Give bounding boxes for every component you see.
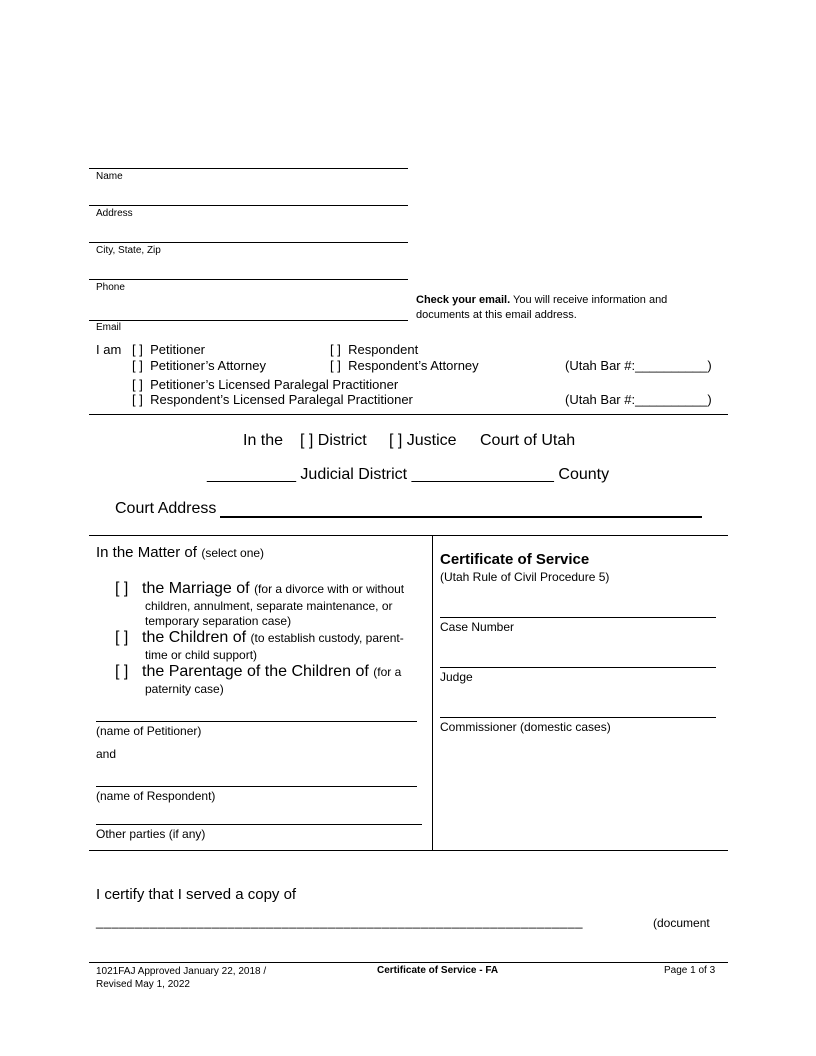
petitioner-name-line[interactable] [96, 721, 417, 722]
checkbox-bracket: [ ] [132, 377, 143, 392]
petitioner-attorney-checkbox[interactable] [132, 358, 266, 373]
petitioner-attorney-label: Petitioner’s Attorney [150, 358, 266, 373]
caption-divider [432, 535, 433, 850]
marriage-note-line3: temporary separation case) [145, 614, 292, 628]
other-parties-label: Other parties (if any) [96, 827, 206, 841]
judicial-district-line[interactable]: __________ Judicial District ________________ County [207, 466, 610, 483]
marriage-title: the Marriage of [142, 580, 250, 597]
email-line[interactable] [89, 320, 408, 321]
children-note-line2: time or child support) [145, 648, 258, 662]
phone-line[interactable] [89, 279, 408, 280]
footer-divider [89, 962, 728, 963]
checkbox-bracket: [ ] [330, 342, 341, 357]
certificate-rule: (Utah Rule of Civil Procedure 5) [440, 570, 610, 584]
case-number-label: Case Number [440, 620, 515, 634]
marriage-option [142, 580, 404, 598]
petitioner-label: Petitioner [150, 342, 205, 357]
respondent-checkbox[interactable] [330, 342, 418, 357]
other-parties-line[interactable] [96, 824, 422, 825]
judge-label: Judge [440, 670, 473, 684]
matter-heading-title: In the Matter of [96, 544, 197, 561]
address-label: Address [96, 208, 133, 219]
children-title: the Children of [142, 629, 247, 646]
children-note: (to establish custody, parent- [250, 631, 404, 645]
address-line[interactable] [89, 205, 408, 206]
caption-top-border [89, 535, 728, 536]
marriage-checkbox[interactable]: [ ] [115, 580, 129, 597]
certificate-title: Certificate of Service [440, 551, 590, 568]
caption-bottom-border [89, 850, 728, 851]
footer-revised: Revised May 1, 2022 [96, 979, 190, 990]
and-label: and [96, 747, 117, 761]
petitioner-lpp-label: Petitioner’s Licensed Paralegal Practitioner [150, 377, 399, 392]
footer-page-number: Page 1 of 3 [664, 965, 716, 976]
footer-approved: 1021FAJ Approved January 22, 2018 / [96, 966, 267, 977]
court-address-label: Court Address [115, 500, 217, 517]
parentage-note: (for a [373, 665, 402, 679]
in-the-label: In the [243, 432, 284, 449]
checkbox-bracket: [ ] [132, 392, 143, 407]
judge-line[interactable] [440, 667, 716, 668]
email-note-bold: Check your email. [416, 294, 511, 306]
email-note-text: You will receive information and [510, 294, 668, 306]
parentage-checkbox[interactable]: [ ] [115, 663, 129, 680]
email-label: Email [96, 322, 122, 333]
marriage-note-line2: children, annulment, separate maintenance, or [145, 599, 393, 613]
matter-heading [96, 544, 264, 562]
parentage-option [142, 663, 401, 681]
parentage-title: the Parentage of the Children of [142, 663, 369, 680]
case-number-line[interactable] [440, 617, 716, 618]
document-name-line[interactable]: _______________________________________________________________ [96, 914, 583, 929]
petitioner-name-label: (name of Petitioner) [96, 724, 202, 738]
city-state-zip-line[interactable] [89, 242, 408, 243]
parentage-note-line2: paternity case) [145, 682, 224, 696]
respondent-lpp-checkbox[interactable] [132, 392, 413, 407]
name-label: Name [96, 171, 123, 182]
checkbox-bracket: [ ] [330, 358, 341, 373]
checkbox-bracket: [ ] [132, 358, 143, 373]
children-checkbox[interactable]: [ ] [115, 629, 129, 646]
court-address-line[interactable] [220, 516, 702, 518]
footer-form-info [96, 965, 266, 991]
city-state-zip-label: City, State, Zip [96, 245, 161, 256]
respondent-label: Respondent [348, 342, 419, 357]
commissioner-line[interactable] [440, 717, 716, 718]
name-line[interactable] [89, 168, 408, 169]
checkbox-bracket: [ ] [132, 342, 143, 357]
respondent-attorney-label: Respondent’s Attorney [348, 358, 479, 373]
email-note-line2: documents at this email address. [416, 309, 577, 321]
respondent-name-line[interactable] [96, 786, 417, 787]
document-label: (document [653, 916, 710, 930]
court-of-utah-label: Court of Utah [480, 432, 576, 449]
phone-label: Phone [96, 282, 125, 293]
footer-title: Certificate of Service - FA [377, 965, 499, 976]
commissioner-label: Commissioner (domestic cases) [440, 720, 611, 734]
utah-bar-field-2[interactable]: (Utah Bar #:__________) [565, 392, 712, 407]
utah-bar-field-1[interactable]: (Utah Bar #:__________) [565, 358, 712, 373]
district-checkbox[interactable]: [ ] District [300, 432, 367, 449]
certify-statement: I certify that I served a copy of [96, 886, 297, 903]
children-option [142, 629, 404, 647]
respondent-attorney-checkbox[interactable] [330, 358, 479, 373]
email-note [416, 293, 667, 323]
marriage-note: (for a divorce with or without [254, 582, 405, 596]
i-am-label: I am [96, 342, 122, 357]
respondent-lpp-label: Respondent’s Licensed Paralegal Practitioner [150, 392, 413, 407]
respondent-name-label: (name of Respondent) [96, 789, 216, 803]
section-divider [89, 414, 728, 415]
matter-heading-note: (select one) [201, 546, 265, 560]
petitioner-checkbox[interactable] [132, 342, 205, 357]
petitioner-lpp-checkbox[interactable] [132, 377, 398, 392]
justice-checkbox[interactable]: [ ] Justice [389, 432, 457, 449]
